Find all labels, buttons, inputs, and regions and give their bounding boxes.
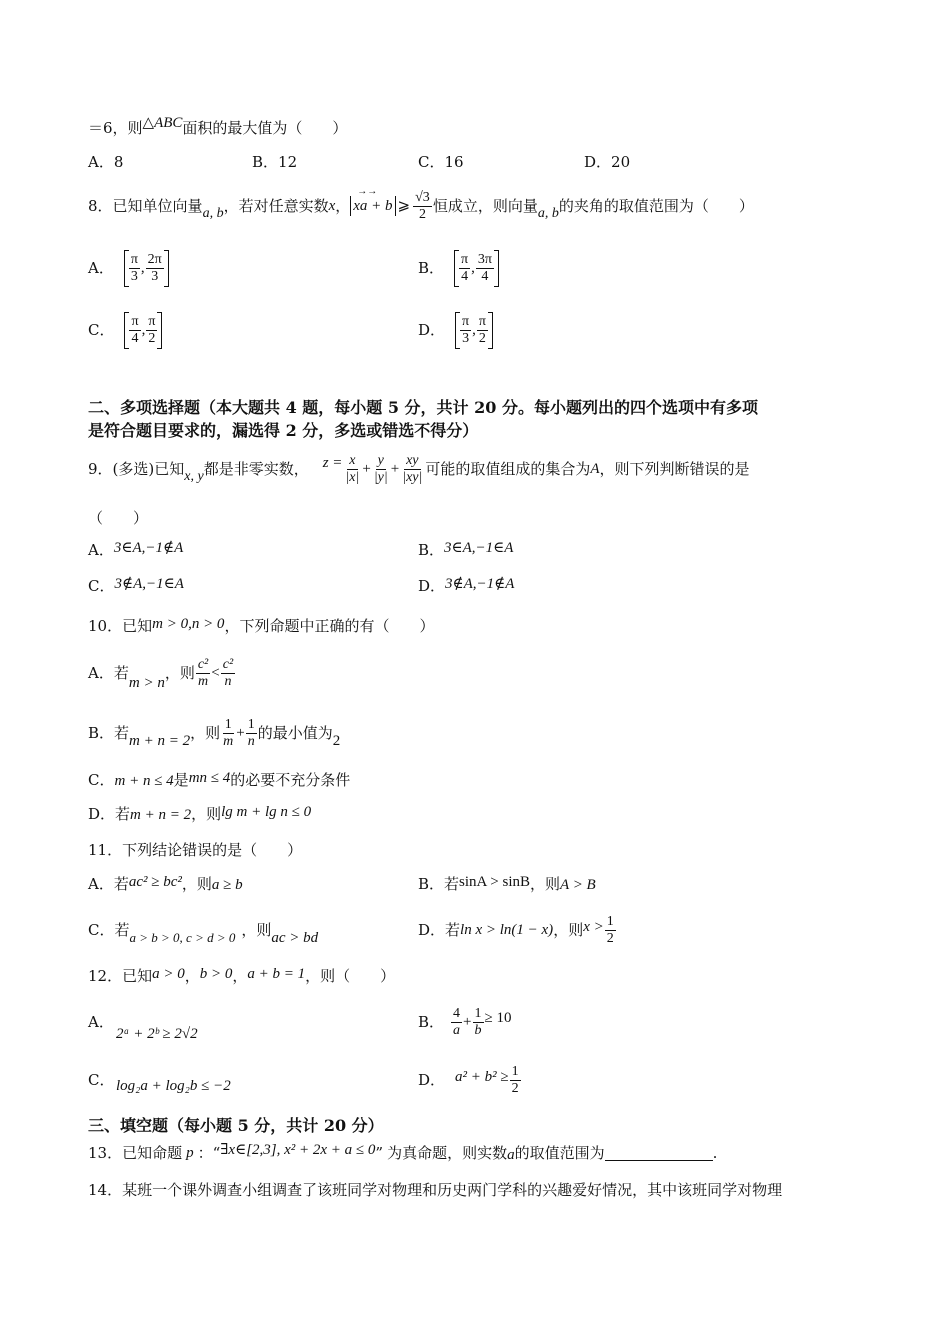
- frac-den: a: [453, 1022, 461, 1038]
- option-text: 若: [114, 724, 130, 742]
- option-text: 是: [173, 771, 189, 789]
- frac-den: m: [223, 733, 234, 749]
- set-a: A: [590, 461, 600, 477]
- option-text: 若: [115, 805, 131, 823]
- frac-num: y: [377, 452, 384, 468]
- option-expr: a > b > 0, c > d > 0: [129, 930, 236, 945]
- frac-den: 3: [130, 268, 138, 284]
- quote-left: “: [212, 1144, 221, 1162]
- option-text: ，则: [164, 664, 195, 682]
- q9-text: (多选)已知: [112, 460, 185, 478]
- option-text: 的必要不充分条件: [230, 771, 351, 789]
- lt-sign: <: [211, 665, 220, 681]
- q12-text: 已知: [122, 967, 153, 985]
- option-expr: sinA > sinB: [459, 874, 531, 890]
- q7-stem: [88, 115, 348, 139]
- q10-option-b: [88, 712, 340, 754]
- q9-text: 可能的取值组成的集合为: [425, 460, 591, 478]
- q9-text: 都是非零实数，: [203, 460, 309, 478]
- option-label: B．: [418, 541, 445, 559]
- q8-text: 已知单位向量: [112, 197, 203, 215]
- q9-text: ，则下列判断错误的是: [599, 460, 750, 478]
- abs-expression: [350, 186, 395, 216]
- option-expr: ≥ 10: [484, 1010, 512, 1026]
- option-value: 3∈A,−1∈A: [444, 540, 514, 556]
- option-label: D．: [418, 321, 446, 339]
- q13-text: 的取值范围为: [514, 1144, 605, 1162]
- q7-stem-b: 面积的最大值为（ ）: [182, 119, 348, 137]
- option-text: ，则: [190, 724, 221, 742]
- vector-ab: a, b: [537, 206, 559, 221]
- q12-option-a-expr: 2ᵃ + 2ᵇ ≥ 2√2: [116, 1026, 198, 1042]
- option-label: A．: [88, 875, 114, 893]
- frac-num: π: [148, 313, 156, 329]
- frac-num: π: [478, 313, 486, 329]
- q8-text: 恒成立，则向量: [432, 197, 538, 215]
- q10-option-a: [88, 652, 236, 694]
- vars-xy: x, y: [184, 469, 204, 484]
- vector-arrows: →→: [357, 186, 378, 197]
- q8-option-b: [418, 246, 499, 290]
- fraction: [221, 717, 235, 750]
- option-text: 若: [445, 921, 461, 939]
- option-condition: m + n = 2: [129, 733, 191, 749]
- fraction: [510, 1064, 521, 1097]
- var-a: a: [507, 1147, 515, 1163]
- q10-text: ，下列命题中正确的有（ ）: [224, 617, 435, 635]
- option-label: D．: [418, 577, 446, 595]
- fraction: [451, 1006, 462, 1039]
- q9-option-a: [88, 540, 183, 561]
- frac-den: |y|: [373, 469, 388, 485]
- fraction: [605, 914, 616, 947]
- frac-num: 1: [606, 913, 614, 929]
- q12-text: ，则（ ）: [305, 967, 396, 985]
- q8-stem: [88, 186, 754, 226]
- q7-option-d: [584, 152, 630, 172]
- fraction: [129, 314, 140, 347]
- fraction: [246, 717, 257, 750]
- frac-den: 2: [511, 1080, 519, 1096]
- option-expr: ac > bd: [271, 930, 319, 946]
- frac-den: n: [224, 673, 232, 689]
- frac-den: 4: [131, 330, 139, 346]
- q14-stem: 14．某班一个课外调查小组调查了该班同学对物理和历史两门学科的兴趣爱好情况，其中该班同学对物理: [88, 1181, 783, 1199]
- option-text: 若: [444, 875, 460, 893]
- proposition-p: p: [186, 1145, 194, 1161]
- q11-option-a: [88, 874, 243, 895]
- option-label: B．: [252, 153, 279, 171]
- frac-num: xy: [406, 452, 419, 468]
- option-expr: m + n ≤ 4: [114, 773, 174, 789]
- q10-option-c: [88, 770, 350, 791]
- fraction-sqrt3-over-2: [413, 190, 432, 223]
- option-label: D．: [584, 153, 612, 171]
- fraction: [196, 657, 210, 690]
- frac-num: π: [462, 313, 470, 329]
- abs-body: xa + b: [353, 198, 393, 214]
- q7-option-c: [418, 152, 464, 172]
- q7-option-b: [252, 152, 297, 172]
- option-text: ，则: [241, 921, 272, 939]
- question-number: 12．: [88, 967, 123, 985]
- q8-text: 的夹角的取值范围为（ ）: [558, 197, 754, 215]
- fraction: [473, 1006, 484, 1039]
- frac-den: |x|: [345, 469, 360, 485]
- option-value: 3∈A,−1∉A: [113, 540, 184, 556]
- option-text: ，则: [181, 875, 212, 893]
- frac-num: x: [349, 452, 356, 468]
- frac-num: 2π: [147, 251, 162, 267]
- q12-option-c-expr: log₂a + log₂b ≤ −2: [116, 1078, 231, 1094]
- q11-option-c: [88, 908, 318, 952]
- frac-den: 4: [481, 268, 489, 284]
- option-label: A．: [88, 259, 114, 277]
- option-label: B．: [418, 1013, 445, 1031]
- fraction: [372, 453, 390, 486]
- frac-den: 2: [606, 930, 614, 946]
- plus-sign: +: [236, 725, 245, 741]
- frac-num: π: [130, 251, 138, 267]
- q9-option-d: [418, 576, 514, 597]
- frac-num: 1: [224, 716, 232, 732]
- fraction: [460, 314, 471, 347]
- q13-text: ：: [197, 1144, 213, 1162]
- q13-text: 已知命题: [122, 1144, 183, 1162]
- q9-option-b: [418, 540, 513, 561]
- option-text: ，则: [191, 805, 222, 823]
- option-text: 的最小值为: [257, 724, 333, 742]
- frac-num: π: [131, 313, 139, 329]
- option-expr: a ≥ b: [211, 877, 243, 893]
- vector-ab: a, b: [202, 206, 224, 221]
- q9-stem: 9． (多选)已知 x, y 都是非零实数， z = $\frac{x}{|x|}$ + $\frac{y}{|y|}$ + $\frac{xy}{|xy|}$ 可能的取值组成的集合为 A ，则下列判断错误的是: [88, 448, 750, 490]
- q12-expr: a + b = 1: [247, 966, 306, 982]
- option-text: ，则: [530, 875, 561, 893]
- q8-text: ，: [335, 197, 351, 215]
- section-2-heading-line1: 二、多项选择题（本大题共 4 题，每小题 5 分，共计 20 分。每小题列出的四个选项中有多项: [88, 398, 758, 417]
- fraction: [459, 252, 470, 285]
- option-label: B．: [88, 724, 115, 742]
- question-number: 11．: [88, 841, 123, 859]
- question-number: 10．: [88, 617, 123, 635]
- frac-num: 1: [511, 1063, 519, 1079]
- quote-right: ”: [375, 1144, 384, 1162]
- section-2-heading-line2: 是符合题目要求的，漏选得 2 分，多选或错选不得分）: [88, 421, 479, 440]
- frac-num: 1: [474, 1005, 482, 1021]
- q10-condition: m > 0,n > 0: [152, 616, 225, 632]
- q11-stem: [88, 840, 302, 860]
- frac-den: m: [197, 673, 209, 689]
- q12-expr: a > 0: [152, 966, 185, 982]
- fraction: [146, 252, 164, 285]
- option-label: B．: [418, 875, 445, 893]
- option-label: A．: [88, 664, 114, 682]
- option-expr: lg m + lg n ≤ 0: [221, 804, 312, 820]
- question-number: 9．: [88, 460, 113, 478]
- option-label: D．: [418, 921, 446, 939]
- frac-den: 2: [418, 206, 426, 222]
- frac-den: 4: [461, 268, 469, 284]
- question-number: 13．: [88, 1144, 123, 1162]
- q13-text: 为真命题，则实数: [387, 1144, 508, 1162]
- frac-num: 3π: [477, 251, 492, 267]
- fraction: [343, 453, 361, 486]
- option-label: C．: [88, 321, 115, 339]
- option-label: D．: [88, 805, 116, 823]
- q9-option-c: [88, 576, 184, 597]
- q12-option-a-label: A．: [88, 1013, 114, 1031]
- option-label: C．: [418, 153, 445, 171]
- q10-stem: [88, 616, 434, 637]
- interval: $\frac{\pi}{4}$ , $\frac{\pi}{2}$: [124, 312, 162, 349]
- option-label: C．: [88, 771, 115, 789]
- q12-text: ，: [232, 967, 248, 985]
- answer-blank[interactable]: [605, 1146, 713, 1161]
- option-expr: ac² ≥ bc²: [128, 874, 182, 890]
- frac-num: √3: [415, 189, 430, 205]
- option-value: 8: [113, 153, 124, 171]
- fraction: [129, 252, 140, 285]
- interval: $\frac{\pi}{4}$ , $\frac{3\pi}{4}$: [454, 250, 499, 287]
- q11-text: 下列结论错误的是（ ）: [122, 841, 303, 859]
- option-expr: mn ≤ 4: [188, 770, 231, 786]
- frac-den: |xy|: [402, 469, 423, 485]
- option-value: 2: [332, 733, 341, 749]
- frac-den: 2: [478, 330, 486, 346]
- option-text: 若: [113, 664, 129, 682]
- q8-text: ，若对任意实数: [223, 197, 329, 215]
- frac-den: b: [474, 1022, 482, 1038]
- option-label: A．: [88, 153, 114, 171]
- interval: $\frac{\pi}{3}$ , $\frac{2\pi}{3}$: [124, 250, 169, 287]
- frac-num: 1: [247, 716, 255, 732]
- option-value: 3∉A,−1∈A: [114, 576, 184, 592]
- frac-den: 3: [462, 330, 470, 346]
- option-label: A．: [88, 541, 114, 559]
- fraction: [146, 314, 157, 347]
- option-text: 若: [114, 921, 130, 939]
- option-text: ，则: [553, 921, 584, 939]
- option-expr: m + n = 2: [130, 807, 192, 823]
- q8-option-a: [88, 246, 169, 290]
- option-label: C．: [88, 921, 115, 939]
- option-condition: m > n: [128, 675, 165, 691]
- frac-den: 2: [148, 330, 156, 346]
- option-expr: ln x > ln(1 − x): [460, 922, 554, 938]
- proposition-expr: ∃x∈[2,3], x² + 2x + a ≤ 0: [220, 1142, 376, 1158]
- q11-option-b: [418, 874, 596, 895]
- option-text: 若: [113, 875, 129, 893]
- fraction: [477, 314, 488, 347]
- q8-option-c: [88, 308, 162, 352]
- option-label: B．: [418, 259, 445, 277]
- option-value: 20: [611, 153, 631, 171]
- option-expr: A > B: [560, 877, 596, 893]
- option-value: 3∉A,−1∉A: [445, 576, 515, 592]
- frac-num: π: [461, 251, 469, 267]
- frac-num: c²: [222, 656, 234, 672]
- q7-option-a: [88, 152, 123, 172]
- option-value: 16: [444, 153, 464, 171]
- frac-num: 4: [453, 1005, 461, 1021]
- var-z: z =: [322, 455, 343, 471]
- q12-expr: b > 0: [199, 966, 233, 982]
- q12-option-c-label: C．: [88, 1071, 115, 1089]
- option-value: 12: [278, 153, 298, 171]
- q12-text: ，: [184, 967, 200, 985]
- option-expr: a² + b² ≥: [455, 1069, 509, 1085]
- q7-stem-a: ＝6，则: [88, 119, 143, 137]
- frac-den: n: [247, 733, 255, 749]
- section-3-heading: 三、填空题（每小题 5 分，共计 20 分）: [88, 1116, 384, 1135]
- q11-option-d: [418, 908, 617, 952]
- q10-option-d: [88, 804, 311, 825]
- q10-text: 已知: [122, 617, 153, 635]
- fraction: [476, 252, 494, 285]
- q8-option-d: [418, 308, 493, 352]
- q12-option-b: [418, 1000, 511, 1044]
- option-expr: x >: [583, 919, 604, 935]
- fraction: [221, 657, 235, 690]
- option-label: D．: [418, 1071, 446, 1089]
- interval: $\frac{\pi}{3}$ , $\frac{\pi}{2}$: [455, 312, 493, 349]
- plus-sign: +: [463, 1014, 472, 1030]
- option-label: C．: [88, 577, 115, 595]
- fraction: [400, 453, 424, 486]
- frac-den: 3: [151, 268, 159, 284]
- ge-sign: ⩾: [397, 198, 411, 214]
- q12-option-d: [418, 1058, 522, 1102]
- question-number: 8．: [88, 197, 113, 215]
- q13-end: .: [712, 1144, 718, 1162]
- q9-paren: （ ）: [88, 509, 149, 527]
- q12-stem: [88, 966, 395, 987]
- q13-stem: [88, 1140, 717, 1166]
- triangle-abc: △ABC: [142, 115, 183, 131]
- frac-num: c²: [197, 656, 209, 672]
- var-x: x: [328, 198, 336, 214]
